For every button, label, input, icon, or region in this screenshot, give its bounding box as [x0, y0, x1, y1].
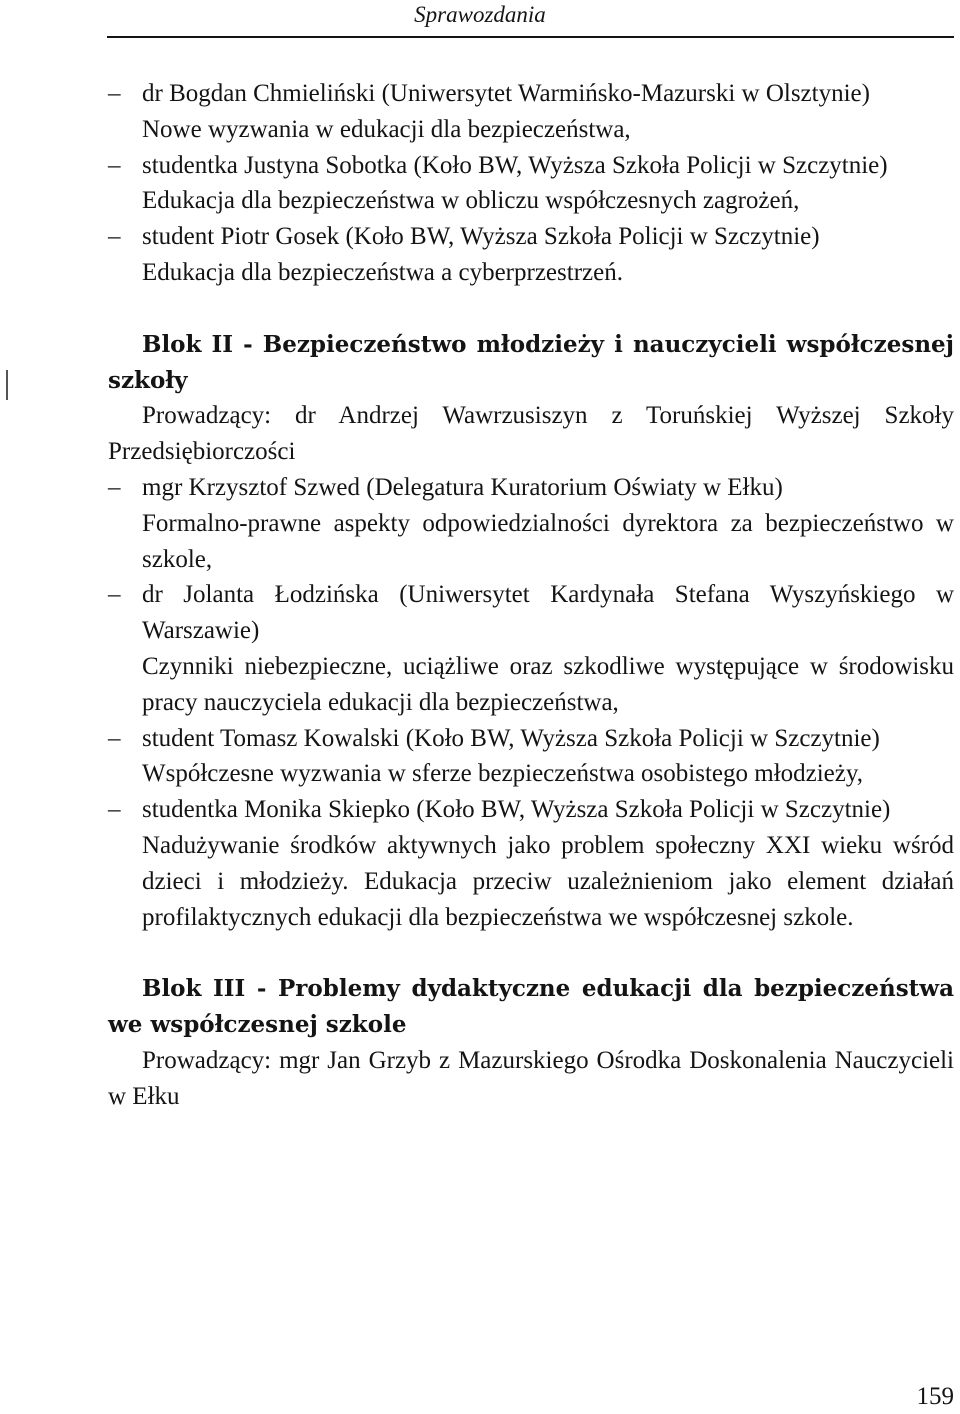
- entry-title: Edukacja dla bezpieczeństwa a cyberprzestrzeń.: [142, 258, 623, 286]
- page-number: 159: [916, 1383, 954, 1410]
- entry-author: student Tomasz Kowalski (Koło BW, Wyższa Szkoła Policji w Szczytnie): [142, 724, 880, 752]
- entry-title: Edukacja dla bezpieczeństwa w obliczu współczesnych zagrożeń,: [142, 187, 800, 215]
- entry-author: dr Jolanta Łodzińska (Uniwersytet Kardynała Stefana Wyszyńskiego w Warszawie): [142, 581, 954, 645]
- entry-author: dr Bogdan Chmieliński (Uniwersytet Warmińsko-Mazurski w Olsztynie): [142, 80, 870, 107]
- page-body: [108, 76, 954, 1115]
- spacer: [108, 935, 954, 971]
- entry-title: Nadużywanie środków aktywnych jako problem społeczny XXI wieku wśród dzieci i młodzieży. Edukacja przeciw uzależnieniom jako element działań profilaktycznych edukacji dla bezpieczeństwa we współczesnej szkole.: [142, 831, 954, 931]
- entry-dash: –: [108, 151, 121, 179]
- entry-dash: –: [108, 223, 121, 251]
- entry-author: studentka Monika Skiepko (Koło BW, Wyższa Szkoła Policji w Szczytnie): [142, 796, 891, 824]
- entry-author: mgr Krzysztof Szwed (Delegatura Kuratorium Oświaty w Ełku): [142, 473, 783, 501]
- block-heading: Blok II - Bezpieczeństwo młodzieży i nauczycieli współczesnej szkoły: [108, 330, 954, 394]
- program-entry: [108, 219, 954, 291]
- margin-mark: [6, 370, 8, 400]
- program-entry: [108, 470, 954, 577]
- program-entry: [108, 792, 954, 935]
- entry-dash: –: [108, 581, 121, 609]
- entry-dash: –: [108, 473, 121, 501]
- header-rule: [107, 36, 954, 38]
- session-chair: Prowadzący: mgr Jan Grzyb z Mazurskiego Ośrodka Doskonalenia Nauczycieli w Ełku: [108, 1046, 954, 1110]
- running-header: Sprawozdania: [414, 2, 546, 27]
- entry-title: Formalno-prawne aspekty odpowiedzialności dyrektora za bezpieczeństwo w szkole,: [142, 509, 954, 573]
- program-entry: [108, 577, 954, 720]
- entry-author: studentka Justyna Sobotka (Koło BW, Wyższa Szkoła Policji w Szczytnie): [142, 151, 888, 179]
- spacer: [108, 291, 954, 327]
- program-entry: [108, 721, 954, 793]
- session-chair: Prowadzący: dr Andrzej Wawrzusiszyn z Toruńskiej Wyższej Szkoły Przedsiębiorczości: [108, 402, 954, 466]
- entry-title: Czynniki niebezpieczne, uciążliwe oraz szkodliwe występujące w środowisku pracy nauczyciela edukacji dla bezpieczeństwa,: [142, 652, 954, 716]
- program-entry: [108, 76, 954, 148]
- entry-dash: –: [108, 724, 121, 752]
- entry-dash: –: [108, 80, 121, 107]
- entry-author: student Piotr Gosek (Koło BW, Wyższa Szkoła Policji w Szczytnie): [142, 223, 820, 251]
- block-heading: Blok III - Problemy dydaktyczne edukacji dla bezpieczeństwa we współczesnej szkole: [108, 975, 954, 1039]
- entry-title: Nowe wyzwania w edukacji dla bezpieczeństwa,: [142, 115, 631, 143]
- entry-dash: –: [108, 796, 121, 824]
- entry-title: Współczesne wyzwania w sferze bezpieczeństwa osobistego młodzieży,: [142, 760, 863, 788]
- program-entry: [108, 148, 954, 220]
